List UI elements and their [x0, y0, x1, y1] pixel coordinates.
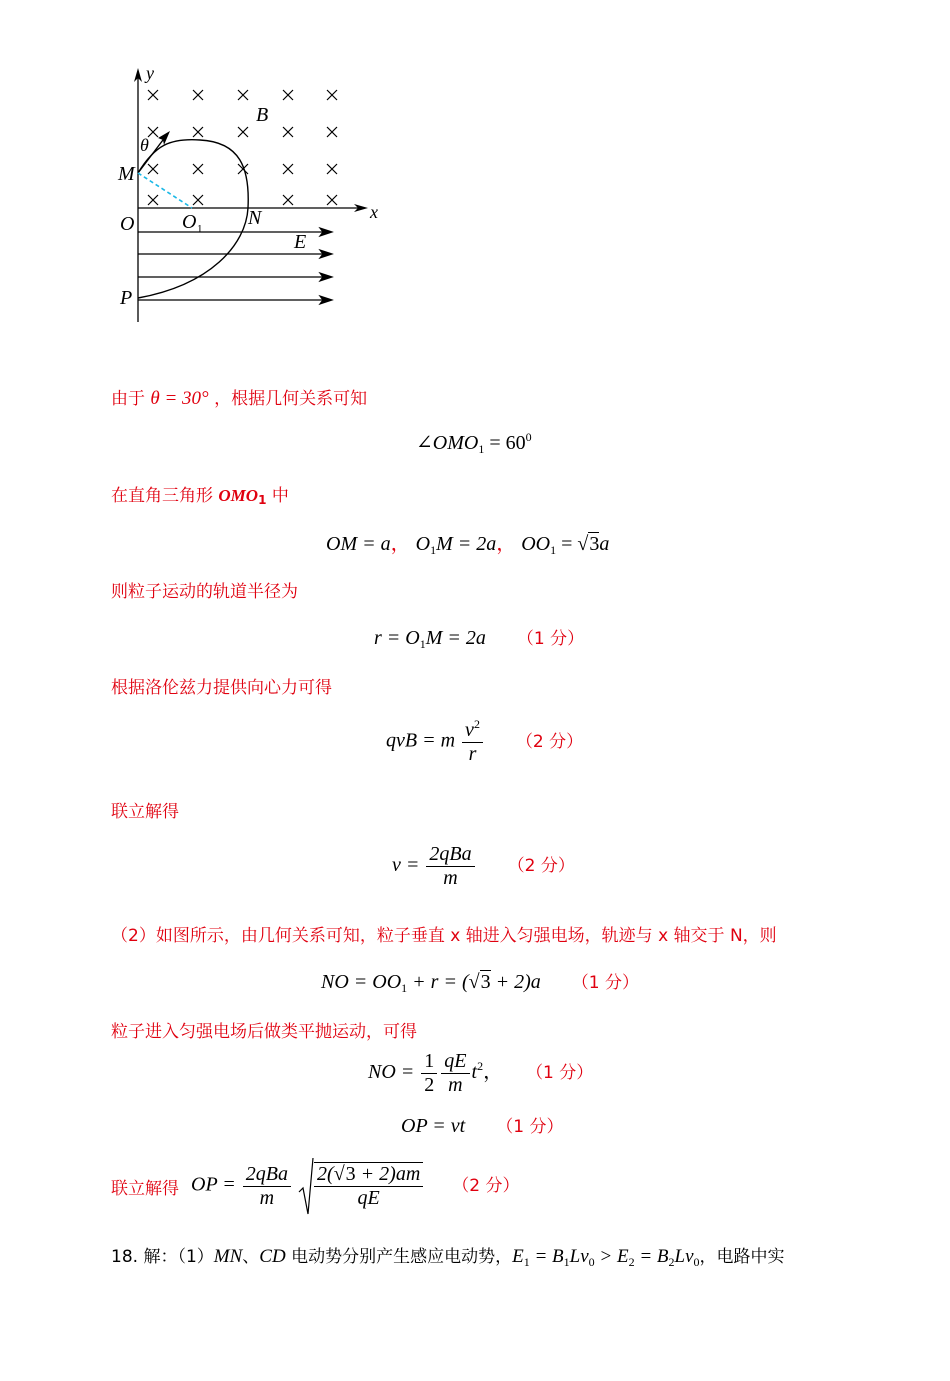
- text-line-7: 粒子进入匀强电场后做类平抛运动，可得: [111, 1022, 417, 1042]
- score-badge: （2 分）: [452, 1175, 520, 1196]
- physics-diagram: [100, 60, 400, 330]
- label-theta: θ: [140, 135, 149, 155]
- score-badge: （1 分）: [516, 629, 585, 649]
- sqrt-expression: $\frac{2(√3 + 2)am}{qE}$: [298, 1156, 425, 1216]
- label-B: B: [256, 104, 269, 126]
- radius-dashed-line: [138, 173, 192, 208]
- score-badge: （1 分）: [571, 973, 639, 993]
- label-O1-sub: 1: [197, 223, 203, 235]
- radical-sign: [298, 1156, 314, 1216]
- text-line-2: 在直角三角形 OMO1 中: [111, 486, 289, 507]
- equation-NO: NO = $OO_1 + r = (√3 + 2)a$ （1 分）: [321, 971, 639, 995]
- equation-angle: $\angle OMO_1 = 60^0$: [416, 430, 532, 456]
- label-M: M: [118, 163, 135, 185]
- text-line-18: 18. 解：（1）MN、CD 电动势分别产生感应电动势，$E_1 = B_1Lv_0 > E_2 = B_2Lv_0$，电路中实: [111, 1246, 785, 1269]
- equation-lengths: OM = a， $O_1M = 2a$， $OO_1 = √3a$: [326, 533, 610, 557]
- score-badge: （2 分）: [515, 731, 584, 752]
- text-line-3: 则粒子运动的轨道半径为: [111, 582, 298, 602]
- score-badge: （1 分）: [526, 1063, 594, 1084]
- score-badge: （2 分）: [507, 856, 575, 877]
- equation-radius: $r = O_1M = 2a$ （1 分）: [374, 627, 585, 651]
- equation-lorentz: qvB = m $\frac{v^2}{r}$ （2 分）: [386, 717, 584, 765]
- text-line-6: （2）如图所示，由几何关系可知，粒子垂直 x 轴进入匀强电场，轨迹与 x 轴交于 N，则: [111, 926, 777, 946]
- text-line-1: 由于 θ = 30° ，根据几何关系可知: [111, 388, 368, 409]
- equation-NO-kinematics: NO = $\frac{1}{2}$ $\frac{qE}{m}$ $t^2$， （1 分）: [368, 1050, 594, 1096]
- label-O: O: [120, 213, 135, 235]
- label-N: N: [248, 207, 262, 229]
- label-E: E: [294, 231, 307, 253]
- score-badge: （1 分）: [496, 1117, 564, 1137]
- label-y: y: [146, 63, 154, 83]
- text-line-4: 根据洛伦兹力提供向心力可得: [111, 678, 332, 698]
- magnetic-field-crosses: [148, 90, 337, 205]
- label-P: P: [120, 287, 133, 309]
- text-line-5: 联立解得: [111, 802, 179, 822]
- label-x: x: [370, 202, 378, 222]
- final-result-line: 联立解得 OP = $\frac{\text{2qBa}}{m}$ $\frac{2(√3 + 2)am}{qE}$ （2 分）: [111, 1156, 520, 1216]
- label-O1: O: [182, 211, 197, 233]
- equation-OP: OP = vt （1 分）: [401, 1115, 564, 1137]
- equation-velocity: v = $\frac{\text{2qBa}}{m}$ （2 分）: [392, 843, 575, 889]
